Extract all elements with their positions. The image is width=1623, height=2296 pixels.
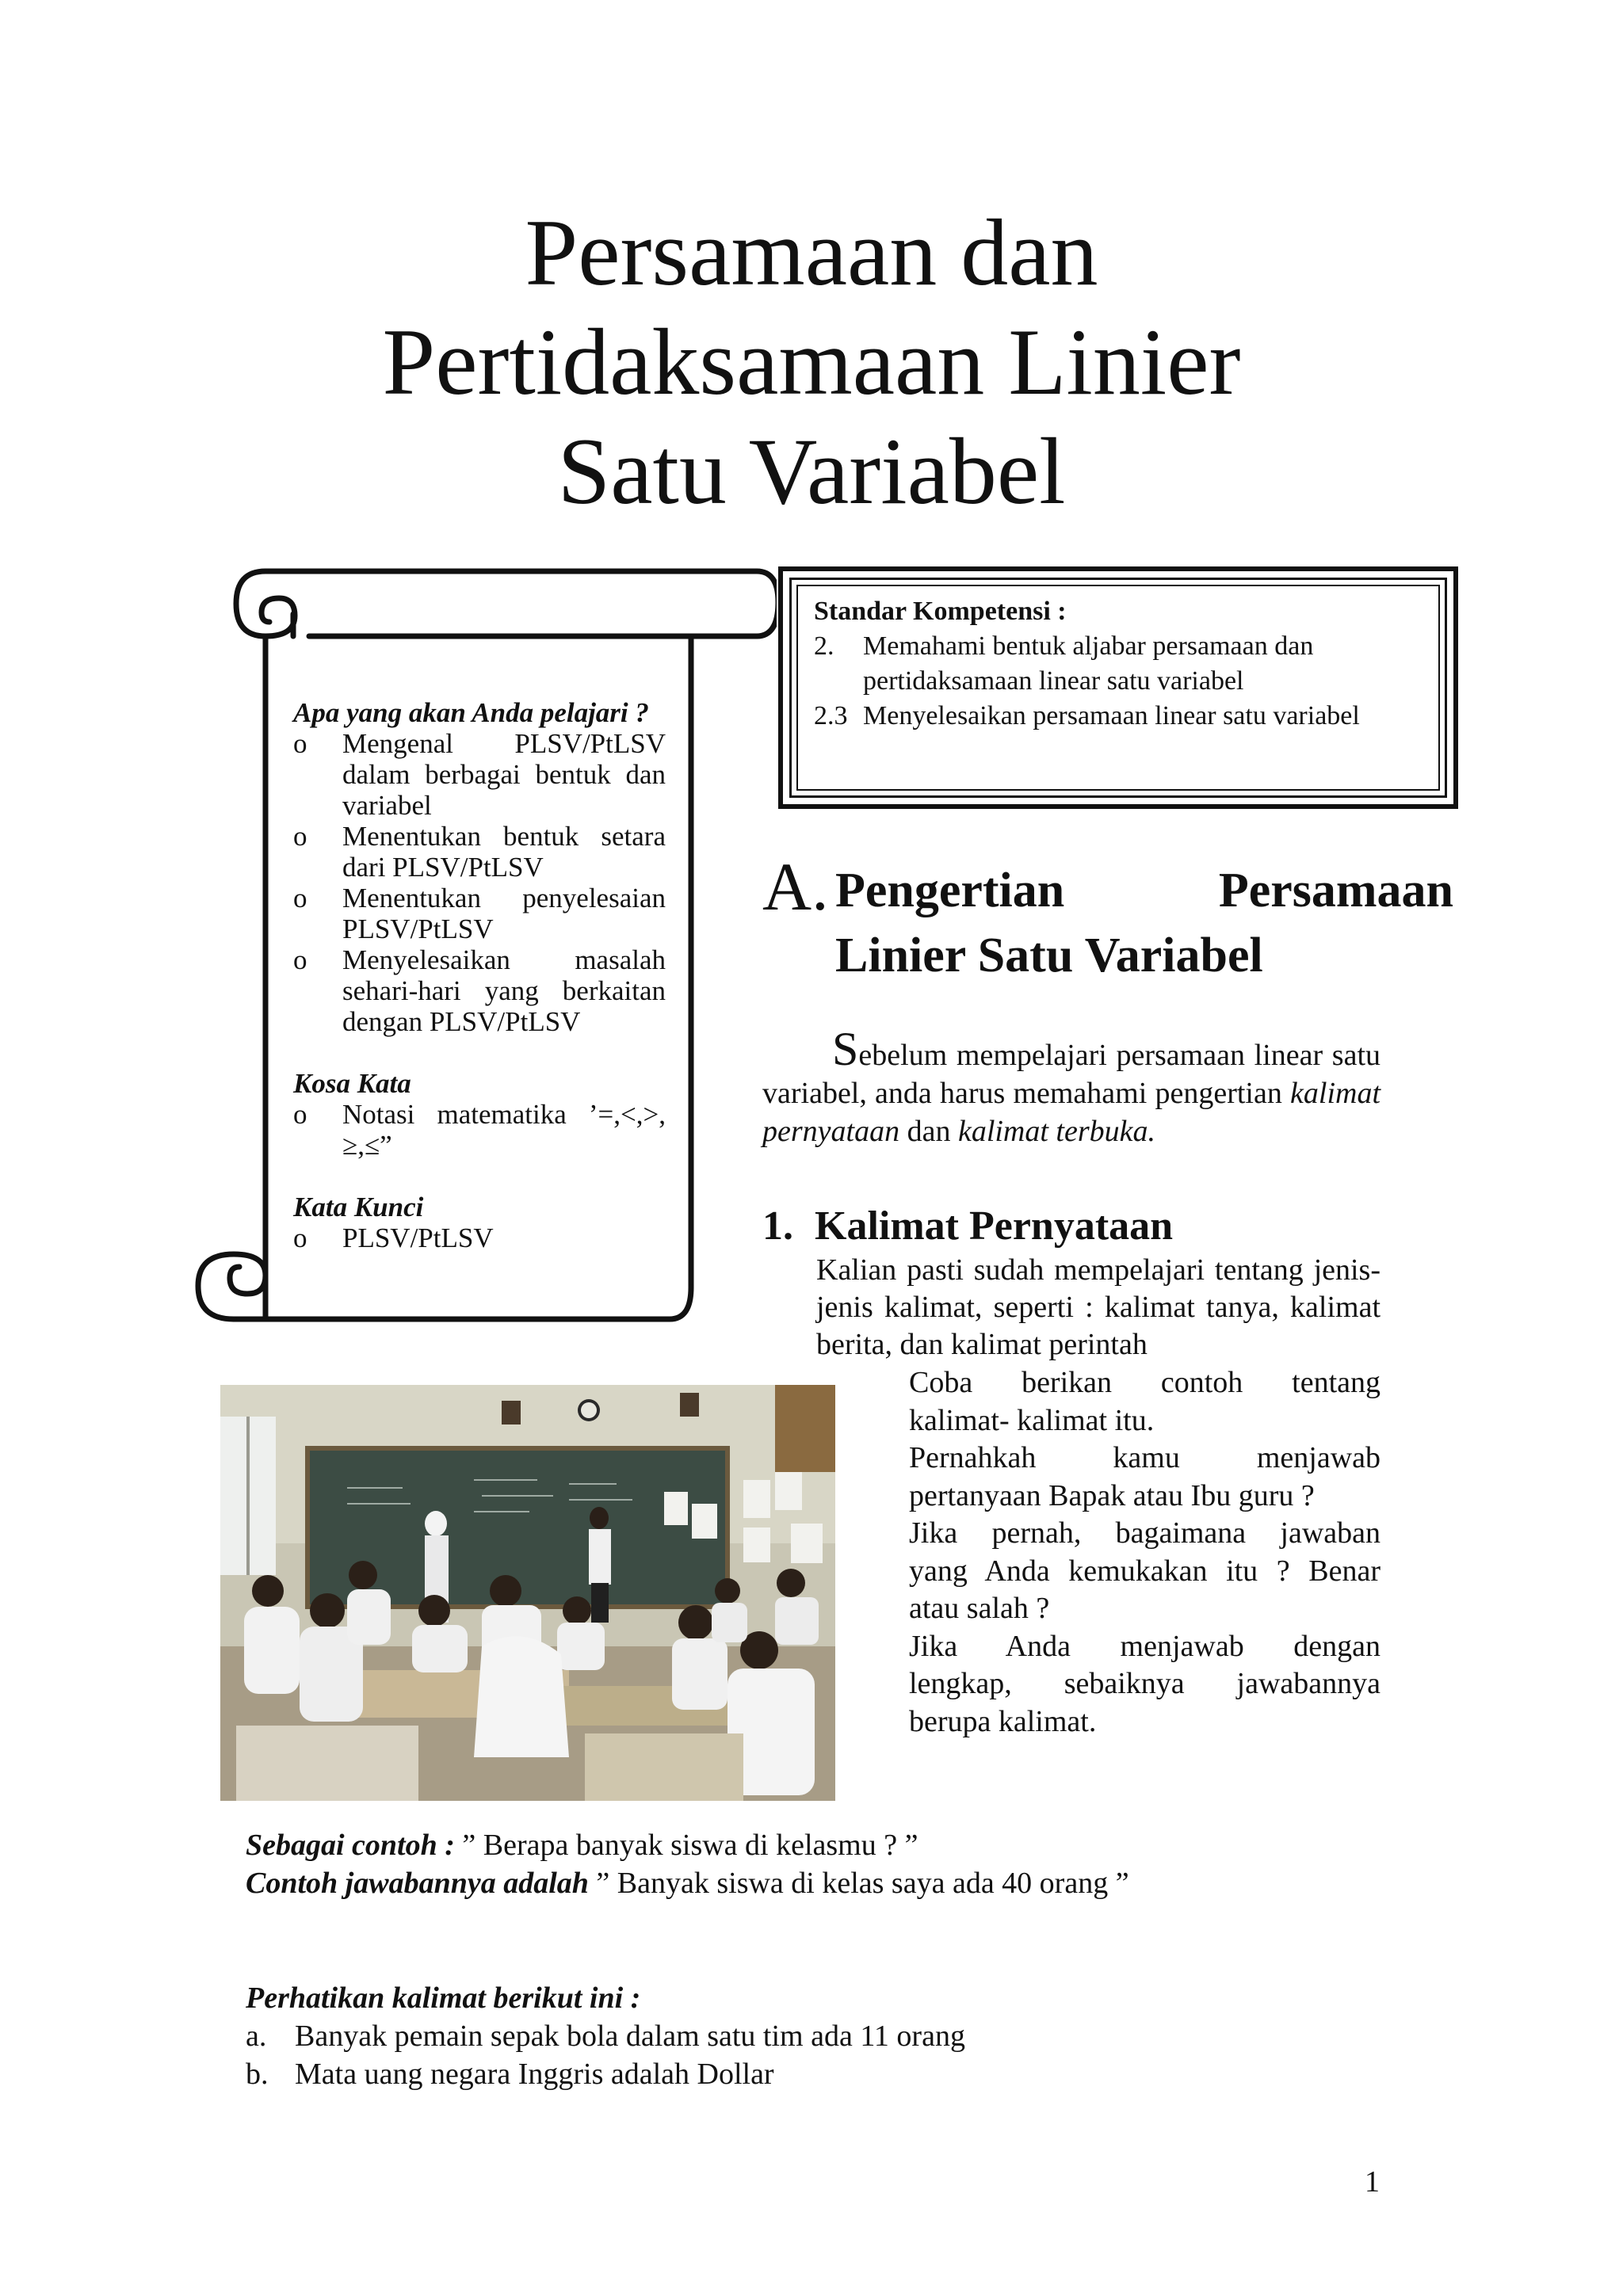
- list-item: [293, 1099, 666, 1161]
- list-item: [293, 883, 666, 944]
- scroll-content: [293, 697, 666, 1253]
- notice-heading: Perhatikan kalimat berikut ini :: [246, 1981, 641, 2015]
- paragraph-questions: [909, 1364, 1381, 1741]
- bullet: o: [293, 944, 307, 975]
- list-item: [293, 944, 666, 1037]
- learn-item-text: Menentukan bentuk setara dari PLSV/PtLSV: [342, 821, 666, 883]
- notice-block: [246, 1979, 1434, 2093]
- paragraph-jenis-kalimat: Kalian pasti sudah mempelajari tentang jenis- jenis kalimat, seperti : kalimat tanya, kalimat berita, dan kalimat perintah: [816, 1253, 1381, 1361]
- title-line-1: Persamaan dan: [525, 200, 1098, 305]
- kata-kunci-heading: Kata Kunci: [293, 1192, 424, 1222]
- kosa-item-text: Notasi matematika ’=,<,>, ≥,≤”: [342, 1099, 666, 1161]
- standar-heading: Standar Kompetensi :: [814, 597, 1067, 626]
- text-line: kalimat- kalimat itu.: [909, 1403, 1155, 1437]
- text-line: lengkap, sebaiknya jawabannya: [909, 1667, 1381, 1700]
- text-line: pertanyaan Bapak atau Ibu guru ?: [909, 1478, 1315, 1512]
- list-item: [246, 2055, 1434, 2093]
- subheading-kalimat-pernyataan: [762, 1203, 1173, 1250]
- title-line-2: Pertidaksamaan Linier: [382, 309, 1241, 414]
- bullet: o: [293, 728, 307, 759]
- text-line: atau salah ?: [909, 1592, 1050, 1625]
- bullet: o: [293, 1222, 307, 1253]
- learn-item-text: Menyelesaikan masalah sehari-hari yang berkaitan dengan PLSV/PtLSV: [342, 944, 666, 1037]
- example-line-1: [246, 1826, 1434, 1864]
- kata-kunci-list: [293, 1222, 666, 1253]
- list-item: [246, 2017, 1434, 2055]
- item-text: Banyak pemain sepak bola dalam satu tim ada 11 orang: [295, 2019, 965, 2053]
- example-line-2: [246, 1864, 1434, 1902]
- standar-kompetensi: [814, 594, 1448, 734]
- text-line: berupa kalimat.: [909, 1704, 1097, 1738]
- example-label: Sebagai contoh :: [246, 1829, 455, 1862]
- intro-emphasis: kalimat pernyataan: [762, 1077, 1381, 1148]
- text-line: Jika pernah, bagaimana jawaban: [909, 1516, 1381, 1550]
- bullet: o: [293, 821, 307, 852]
- kosa-kata-heading: Kosa Kata: [293, 1068, 411, 1099]
- classroom-photo: [220, 1385, 835, 1801]
- title-line-3: Satu Variabel: [557, 418, 1066, 524]
- kosa-kata-list: [293, 1099, 666, 1161]
- item-number: 2.3: [814, 701, 848, 730]
- document-title: [0, 198, 1623, 526]
- text-line: Coba berikan contoh tentang: [909, 1366, 1381, 1399]
- list-item: [293, 821, 666, 883]
- intro-text: ebelum mempelajari persamaan linear satu variabel, anda harus memahami pengertian: [762, 1039, 1381, 1110]
- example-block: [246, 1826, 1434, 1902]
- intro-text: dan: [899, 1115, 958, 1148]
- bullet: o: [293, 1099, 307, 1130]
- item-text: pertidaksamaan linear satu variabel: [863, 666, 1244, 696]
- example-label: Contoh jawabannya adalah: [246, 1867, 589, 1900]
- learn-heading: Apa yang akan Anda pelajari ?: [293, 697, 649, 728]
- list-item: [814, 699, 1448, 734]
- text-line: Jika Anda menjawab dengan: [909, 1629, 1381, 1663]
- section-title-word: Persamaan: [1218, 864, 1453, 917]
- example-text: ” Banyak siswa di kelas saya ada 40 orang ”: [588, 1867, 1129, 1900]
- bullet: o: [293, 883, 307, 913]
- section-letter: A.: [762, 849, 829, 925]
- kunci-item-text: PLSV/PtLSV: [342, 1222, 494, 1253]
- example-text: ” Berapa banyak siswa di kelasmu ? ”: [454, 1829, 918, 1862]
- learn-item-text: Menentukan penyelesaian PLSV/PtLSV: [342, 883, 666, 944]
- list-item: [293, 1222, 666, 1253]
- text-line: Pernahkah kamu menjawab: [909, 1441, 1381, 1474]
- section-title-word: Pengertian: [835, 864, 1065, 917]
- item-text: Mata uang negara Inggris adalah Dollar: [295, 2058, 774, 2091]
- section-title-line-2: Linier Satu Variabel: [835, 929, 1263, 982]
- section-title: [835, 858, 1453, 988]
- item-number: 2.: [814, 631, 834, 661]
- item-number: [814, 664, 863, 699]
- item-text: Memahami bentuk aljabar persamaan dan: [863, 631, 1314, 661]
- learn-item-text: Mengenal PLSV/PtLSV dalam berbagai bentuk dan variabel: [342, 728, 666, 821]
- learn-list: [293, 728, 666, 1037]
- intro-paragraph: [762, 1023, 1381, 1150]
- list-item: [293, 728, 666, 821]
- item-number: b.: [246, 2058, 269, 2091]
- intro-emphasis: kalimat terbuka.: [957, 1115, 1156, 1148]
- page-number: 1: [1365, 2165, 1380, 2199]
- item-text: Menyelesaikan persamaan linear satu variabel: [863, 701, 1360, 730]
- subheading-title: Kalimat Pernyataan: [815, 1203, 1174, 1249]
- list-item: [814, 664, 1448, 699]
- drop-cap: S: [832, 1023, 859, 1075]
- subheading-number: 1.: [762, 1203, 793, 1249]
- item-number: a.: [246, 2019, 267, 2053]
- list-item: [814, 629, 1448, 664]
- text-line: yang Anda kemukakan itu ? Benar: [909, 1554, 1381, 1588]
